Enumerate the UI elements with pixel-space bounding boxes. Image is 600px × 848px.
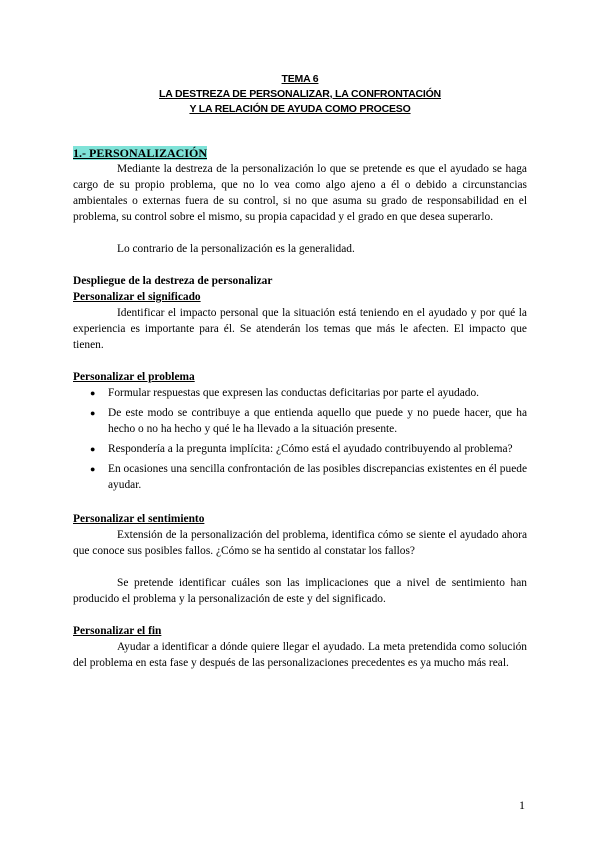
subheading-significado: Personalizar el significado xyxy=(73,291,201,303)
deployment-heading: Despliegue de la destreza de personalizar xyxy=(73,275,273,287)
goal-paragraph: Ayudar a identificar a dónde quiere llegar el ayudado. La meta pretendida como solución del problema en esta fase y después de las personalizaciones precedentes es ya mucho más real. xyxy=(73,641,527,669)
bullet-icon: ● xyxy=(90,464,96,474)
subheading-problema: Personalizar el problema xyxy=(73,371,195,383)
section-heading-personalizacion xyxy=(73,145,527,161)
contrary-paragraph: Lo contrario de la personalización es la generalidad. xyxy=(117,243,355,255)
list-item: ● Respondería a la pregunta implícita: ¿Cómo está el ayudado contribuyendo al problema? xyxy=(90,443,513,455)
bullet-icon: ● xyxy=(90,408,96,418)
topic-label: TEMA 6 xyxy=(281,73,319,85)
document-page xyxy=(73,72,527,671)
page-number: 1 xyxy=(519,798,525,812)
intro-paragraph: Mediante la destreza de la personalización lo que se pretende es que el ayudado se haga cargo de su propio problema, que no lo vea como algo ajeno a él o debido a circunstancias ambientales o externas fuera de su control, si no que asuma su grado de responsabilidad en el problema, su control sobre el mismo, su propia capacidad y el grado en que desea superarlo. xyxy=(73,163,527,223)
list-item: ● En ocasiones una sencilla confrontación de las posibles discrepancias existentes en él puede ayudar. xyxy=(90,463,527,491)
feeling-paragraph-2: Se pretende identificar cuáles son las implicaciones que a nivel de sentimiento han producido el problema y la personalización de este y del significado. xyxy=(73,577,527,605)
list-item: ● De este modo se contribuye a que entienda aquello que puede y no puede hacer, que ha hecho o no ha hecho y qué le ha llevado a la situación presente. xyxy=(90,407,527,435)
section-heading-text: 1.- PERSONALIZACIÓN xyxy=(73,146,208,160)
document-title-line-1: LA DESTREZA DE PERSONALIZAR, LA CONFRONTACIÓN xyxy=(159,88,441,100)
list-item: ● Formular respuestas que expresen las conductas deficitarias por parte el ayudado. xyxy=(90,387,480,399)
feeling-paragraph-1: Extensión de la personalización del problema, identifica cómo se siente el ayudado ahora que conoce sus posibles fallos. ¿Cómo se ha sentido al constatar los fallos? xyxy=(73,529,527,557)
title-block xyxy=(73,72,527,117)
bullet-icon: ● xyxy=(90,388,96,398)
problem-bullet-list xyxy=(73,385,527,493)
meaning-paragraph: Identificar el impacto personal que la situación está teniendo en el ayudado y por qué la experiencia es importante para él. Se atenderán los temas que más le afecten. El impacto que tienen. xyxy=(73,307,527,351)
subheading-sentimiento: Personalizar el sentimiento xyxy=(73,513,205,525)
subheading-fin: Personalizar el fin xyxy=(73,625,162,637)
document-title-line-2: Y LA RELACIÓN DE AYUDA COMO PROCESO xyxy=(189,103,411,115)
bullet-icon: ● xyxy=(90,444,96,454)
